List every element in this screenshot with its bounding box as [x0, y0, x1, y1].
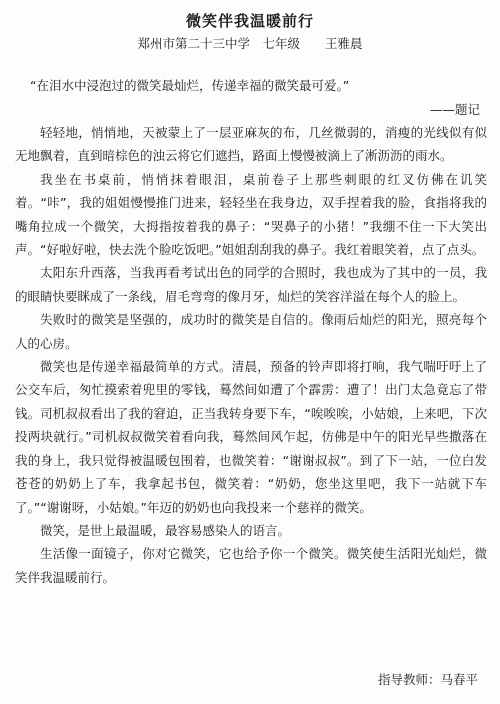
- paragraph-6: 微笑，是世上最温暖，最容易感染人的语言。: [40, 522, 291, 538]
- author-byline: 郑州市第二十三中学 七年级 王雅晨: [137, 36, 363, 51]
- paragraph-1: 轻轻地，悄悄地，天被蒙上了一层亚麻灰的布，几丝微弱的，消瘦的光线似有似无地飘着，直到暗棕色的浊云将它们遮挡，路面上慢慢被滴上了淅沥沥的雨水。: [15, 125, 487, 164]
- epigraph-source: ——题记: [429, 102, 480, 117]
- paragraph-3: 太阳东升西落，当我再看考试出色的同学的合照时，我也成为了其中的一员，我的眼睛快要眯成了一条线，眉毛弯弯的像月牙，灿烂的笑容洋溢在每个人的脸上。: [15, 265, 487, 304]
- essay-title: 微笑伴我温暖前行: [185, 12, 314, 30]
- paragraph-2: 我坐在书桌前，悄悄抹着眼泪，桌前卷子上那些刺眼的红叉仿佛在讥笑着。“咔”，我的姐姐慢慢推门进来，轻轻坐在我身边，双手捏着我的脸，食指将我的嘴角拉成一个微笑，大拇指按着我的鼻子：“哭鼻子的小猪！”我绷不住一下大笑出声。“好啦好啦，快去洗个脸吃饭吧。”姐姐刮刮我的鼻子。我红着眼笑着，点了点头。: [15, 171, 487, 258]
- epigraph-quote: “在泪水中浸泡过的微笑最灿烂，传递幸福的微笑最可爱。”: [30, 78, 350, 93]
- paragraph-7: 生活像一面镜子，你对它微笑，它也给予你一个微笑。微笑使生活阳光灿烂，微笑伴我温暖前行。: [15, 546, 487, 585]
- essay-body: [15, 121, 487, 589]
- instructor-credit: 指导教师：马春平: [377, 672, 478, 687]
- paragraph-4: 失败时的微笑是坚强的，成功时的微笑是自信的。像雨后灿烂的阳光，照亮每个人的心房。: [15, 312, 487, 351]
- paragraph-5: 微笑也是传递幸福最简单的方式。清晨，预备的铃声即将打响，我气喘吁吁上了公交车后，匆忙摸索着兜里的零钱，蓦然间如遭了个霹雳：遭了！出门太急竟忘了带钱。司机叔叔看出了我的窘迫，正当我转身要下车，“唉唉唉，小姑娘，上来吧，下次投两块就行。”司机叔叔微笑着看向我，蓦然间风乍起，仿佛是中午的阳光早些撒落在我的身上，我只觉得被温暖包围着，也微笑着：“谢谢叔叔”。到了下一站，一位白发苍苍的奶奶上了车，我拿起书包，微笑着：“奶奶，您坐这里吧，我下一站就下车了。”“谢谢呀，小姑娘。”年迈的奶奶也向我投来一个慈祥的微笑。: [15, 359, 487, 515]
